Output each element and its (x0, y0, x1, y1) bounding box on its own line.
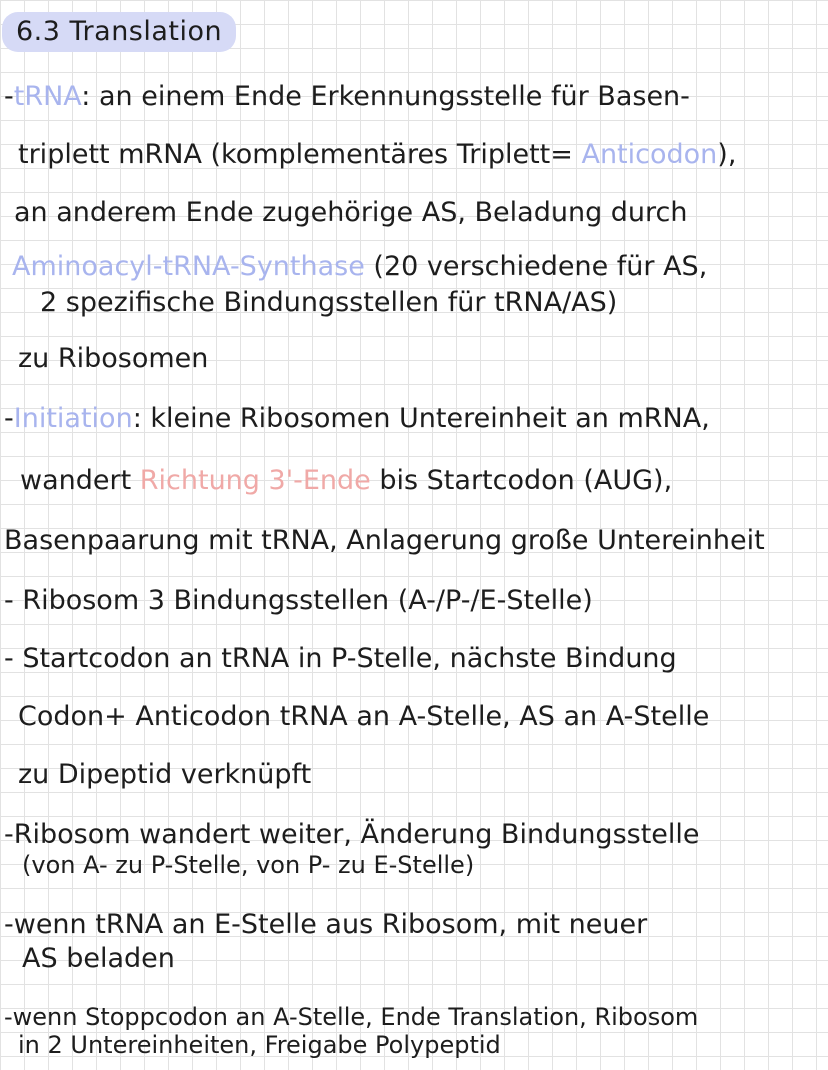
note-text: 2 spezifische Bindungsstellen für tRNA/AS) (40, 287, 618, 318)
note-text: in 2 Untereinheiten, Freigabe Polypeptid (18, 1031, 501, 1059)
note-line-stoppcodon (4, 1004, 698, 1030)
note-text: zu Dipeptid verknüpft (18, 759, 312, 790)
note-text: bis Startcodon (AUG), (370, 465, 673, 496)
note-text: Codon+ Anticodon tRNA an A-Stelle, AS an A-Stelle (18, 701, 710, 732)
term-anticodon: Anticodon (581, 139, 718, 170)
note-line-dipeptid (18, 758, 311, 792)
note-line-startcodon (4, 642, 677, 676)
note-line-initiation (4, 402, 710, 436)
note-text: : kleine Ribosomen Untereinheit an mRNA, (132, 403, 710, 434)
note-text: - Startcodon an tRNA in P-Stelle, nächste Bindung (4, 643, 677, 674)
term-aminoacyl-trna-synthase: Aminoacyl-tRNA-Synthase (12, 251, 365, 282)
note-line-ribosomen (18, 342, 208, 376)
note-line-stellen-wechsel (22, 852, 474, 878)
note-line-trna-e-stelle (4, 908, 647, 942)
note-line-synthase (12, 250, 707, 284)
note-line-triplett (18, 138, 736, 172)
note-line-bindungsstellen (40, 286, 617, 320)
note-text: wandert (20, 465, 140, 496)
note-text: - Ribosom 3 Bindungsstellen (A-/P-/E-Stelle) (4, 585, 593, 616)
note-line-anderes-ende (14, 196, 688, 230)
note-text: an anderem Ende zugehörige AS, Beladung durch (14, 197, 688, 228)
note-line-wandert (20, 464, 672, 498)
note-text: -wenn Stoppcodon an A-Stelle, Ende Translation, Ribosom (4, 1003, 699, 1031)
term-trna: tRNA (13, 81, 82, 112)
note-line-basenpaarung (4, 524, 765, 558)
note-text: : an einem Ende Erkennungsstelle für Basen- (81, 81, 690, 112)
note-line-freigabe (18, 1032, 501, 1058)
note-text: -wenn tRNA an E-Stelle aus Ribosom, mit neuer (4, 909, 648, 940)
note-line-trna (4, 80, 690, 114)
note-text: ), (717, 139, 737, 170)
page-title: 6.3 Translation (2, 12, 236, 52)
note-line-as-beladen (22, 942, 175, 976)
note-text: (von A- zu P-Stelle, von P- zu E-Stelle) (22, 851, 475, 879)
note-line-ribosom-wandert (4, 818, 700, 852)
bullet-dash: - (4, 81, 14, 112)
note-text: -Ribosom wandert weiter, Änderung Bindungsstelle (4, 819, 700, 850)
note-text: AS beladen (22, 943, 175, 974)
note-text: Basenpaarung mit tRNA, Anlagerung große Untereinheit (4, 525, 765, 556)
term-initiation: Initiation (13, 403, 133, 434)
note-line-codon-anticodon (18, 700, 709, 734)
term-richtung-3-ende: Richtung 3'-Ende (139, 465, 371, 496)
note-text: zu Ribosomen (18, 343, 209, 374)
note-line-ribosom-bindungsstellen (4, 584, 593, 618)
note-text: (20 verschiedene für AS, (364, 251, 708, 282)
bullet-dash: - (4, 403, 14, 434)
note-text: triplett mRNA (komplementäres Triplett= (18, 139, 582, 170)
